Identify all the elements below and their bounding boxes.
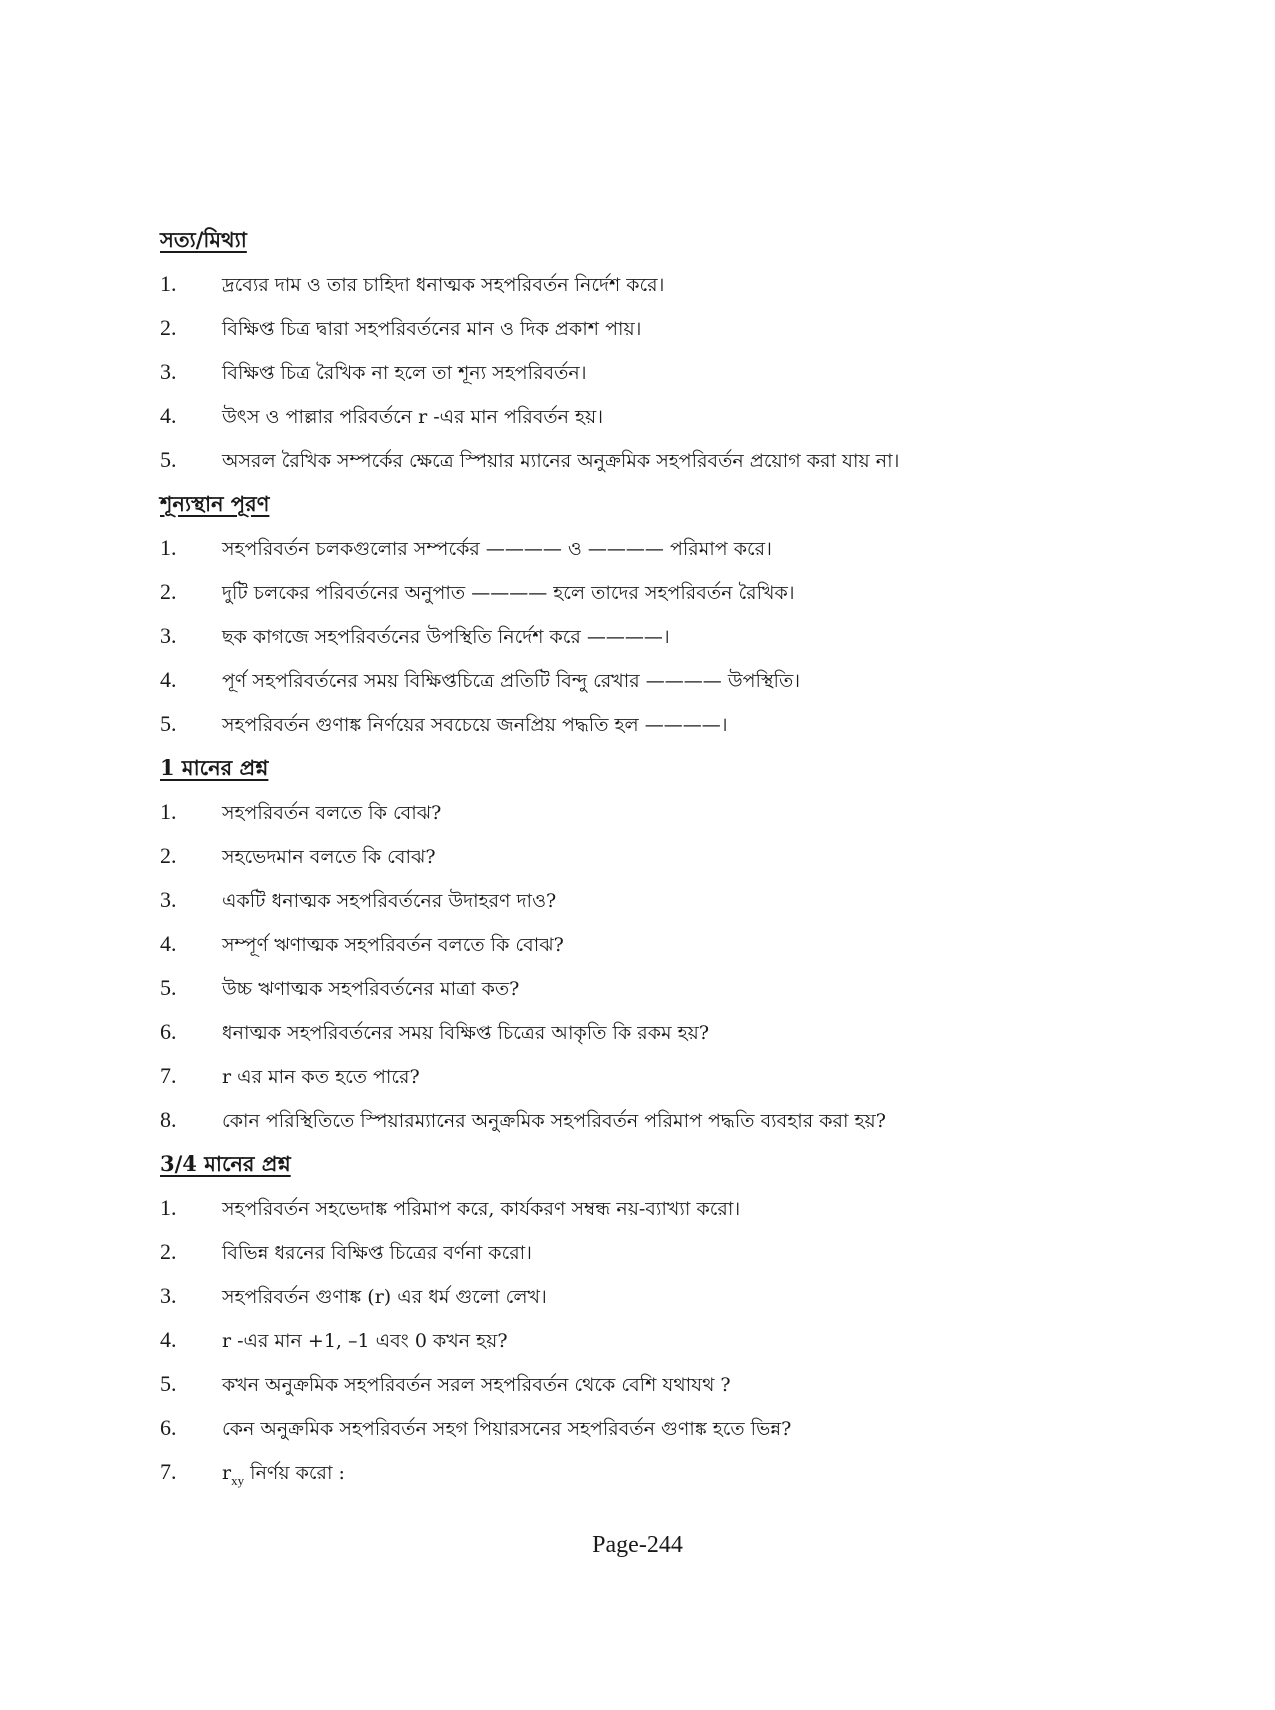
question-number: 1. (160, 535, 177, 560)
list-item (160, 614, 1160, 658)
question-text: r -এর মান +1, –1 এবং 0 কখন হয়? (222, 1330, 508, 1352)
question-number: 4. (160, 667, 177, 692)
question-number: 6. (160, 1019, 177, 1044)
subscript-xy: xy (231, 1473, 245, 1488)
section-heading-fill-blanks: শূন্যস্থান পূরণ (160, 491, 270, 516)
list-item (160, 1406, 1160, 1450)
question-text: কখন অনুক্রমিক সহপরিবর্তন সরল সহপরিবর্তন থেকে বেশি যথাযথ ? (222, 1374, 731, 1396)
list-item (160, 1010, 1160, 1054)
page-number: Page-244 (592, 1532, 683, 1558)
one-mark-list (160, 790, 1160, 1142)
question-text: কোন পরিস্থিতিতে স্পিয়ারম্যানের অনুক্রমিক সহপরিবর্তন পরিমাপ পদ্ধতি ব্যবহার করা হয়? (222, 1110, 886, 1132)
question-text: একটি ধনাত্মক সহপরিবর্তনের উদাহরণ দাও? (222, 890, 557, 912)
question-text: সহপরিবর্তন চলকগুলোর সম্পর্কের ———— ও ———— পরিমাপ করে। (222, 538, 772, 560)
question-text: বিক্ষিপ্ত চিত্র দ্বারা সহপরিবর্তনের মান ও দিক প্রকাশ পায়। (222, 318, 642, 340)
question-text-tail: নির্ণয় করো : (244, 1462, 345, 1484)
section-heading-true-false: সত্য/মিথ্যা (160, 227, 247, 252)
list-item (160, 1098, 1160, 1142)
list-item (160, 922, 1160, 966)
section-heading-3-4-mark: 3/4 মানের প্রশ্ন (160, 1151, 291, 1176)
true-false-list (160, 262, 1160, 482)
list-item (160, 1054, 1160, 1098)
question-number: 2. (160, 1239, 177, 1264)
question-number: 4. (160, 1327, 177, 1352)
list-item (160, 790, 1160, 834)
question-number: 4. (160, 931, 177, 956)
question-text: দ্রব্যের দাম ও তার চাহিদা ধনাত্মক সহপরিবর্তন নির্দেশ করে। (222, 274, 665, 296)
question-text: বিক্ষিপ্ত চিত্র রৈখিক না হলে তা শূন্য সহপরিবর্তন। (222, 362, 587, 384)
list-item (160, 658, 1160, 702)
list-item (160, 1186, 1160, 1230)
question-text: উচ্চ ঋণাত্মক সহপরিবর্তনের মাত্রা কত? (222, 978, 520, 1000)
question-text: সহপরিবর্তন সহভেদাঙ্ক পরিমাপ করে, কার্যকরণ সম্বন্ধ নয়-ব্যাখ্যা করো। (222, 1198, 741, 1220)
fill-blanks-list (160, 526, 1160, 746)
list-item (160, 1274, 1160, 1318)
list-item (160, 834, 1160, 878)
list-item (160, 1230, 1160, 1274)
three-four-mark-list (160, 1186, 1160, 1494)
question-number: 5. (160, 975, 177, 1000)
question-number: 2. (160, 315, 177, 340)
question-text: দুটি চলকের পরিবর্তনের অনুপাত ———— হলে তাদের সহপরিবর্তন রৈখিক। (222, 582, 795, 604)
list-item (160, 878, 1160, 922)
question-number: 1. (160, 799, 177, 824)
question-text: ধনাত্মক সহপরিবর্তনের সময় বিক্ষিপ্ত চিত্রের আকৃতি কি রকম হয়? (222, 1022, 710, 1044)
question-text: সহভেদমান বলতে কি বোঝ? (222, 846, 436, 868)
question-text: সহপরিবর্তন গুণাঙ্ক (r) এর ধর্ম গুলো লেখ। (222, 1286, 547, 1308)
question-text: কেন অনুক্রমিক সহপরিবর্তন সহগ পিয়ারসনের সহপরিবর্তন গুণাঙ্ক হতে ভিন্ন? (222, 1418, 792, 1440)
list-item (160, 526, 1160, 570)
question-number: 5. (160, 711, 177, 736)
question-text: উৎস ও পাল্লার পরিবর্তনে r -এর মান পরিবর্তন হয়। (222, 406, 604, 428)
question-number: 3. (160, 359, 177, 384)
question-number: 5. (160, 1371, 177, 1396)
section-heading-1-mark: 1 মানের প্রশ্ন (160, 755, 269, 780)
question-number: 1. (160, 271, 177, 296)
question-number: 8. (160, 1107, 177, 1132)
question-number: 5. (160, 447, 177, 472)
list-item (160, 702, 1160, 746)
question-text (222, 1451, 345, 1503)
question-text: সহপরিবর্তন গুণাঙ্ক নির্ণয়ের সবচেয়ে জনপ্রিয় পদ্ধতি হল ————। (222, 714, 728, 736)
question-number: 7. (160, 1459, 177, 1484)
list-item (160, 262, 1160, 306)
question-text: পূর্ণ সহপরিবর্তনের সময় বিক্ষিপ্তচিত্রে প্রতিটি বিন্দু রেখার ———— উপস্থিতি। (222, 670, 801, 692)
question-number: 4. (160, 403, 177, 428)
question-text: অসরল রৈখিক সম্পর্কের ক্ষেত্রে স্পিয়ার ম্যানের অনুক্রমিক সহপরিবর্তন প্রয়োগ করা যায় না। (222, 450, 900, 472)
question-number: 2. (160, 843, 177, 868)
question-number: 7. (160, 1063, 177, 1088)
question-number: 3. (160, 887, 177, 912)
question-number: 1. (160, 1195, 177, 1220)
question-number: 3. (160, 623, 177, 648)
question-number: 3. (160, 1283, 177, 1308)
list-item (160, 966, 1160, 1010)
question-number: 6. (160, 1415, 177, 1440)
question-text: বিভিন্ন ধরনের বিক্ষিপ্ত চিত্রের বর্ণনা করো। (222, 1242, 532, 1264)
list-item (160, 570, 1160, 614)
document-body (160, 218, 1160, 1494)
list-item (160, 306, 1160, 350)
list-item (160, 1318, 1160, 1362)
question-text: সহপরিবর্তন বলতে কি বোঝ? (222, 802, 442, 824)
list-item (160, 350, 1160, 394)
question-text: r এর মান কত হতে পারে? (222, 1066, 420, 1088)
list-item (160, 438, 1160, 482)
question-text: সম্পূর্ণ ঋণাত্মক সহপরিবর্তন বলতে কি বোঝ? (222, 934, 564, 956)
list-item (160, 1362, 1160, 1406)
list-item (160, 394, 1160, 438)
question-number: 2. (160, 579, 177, 604)
list-item (160, 1450, 1160, 1494)
question-text: ছক কাগজে সহপরিবর্তনের উপস্থিতি নির্দেশ করে ————। (222, 626, 670, 648)
variable-r: r (222, 1462, 232, 1484)
